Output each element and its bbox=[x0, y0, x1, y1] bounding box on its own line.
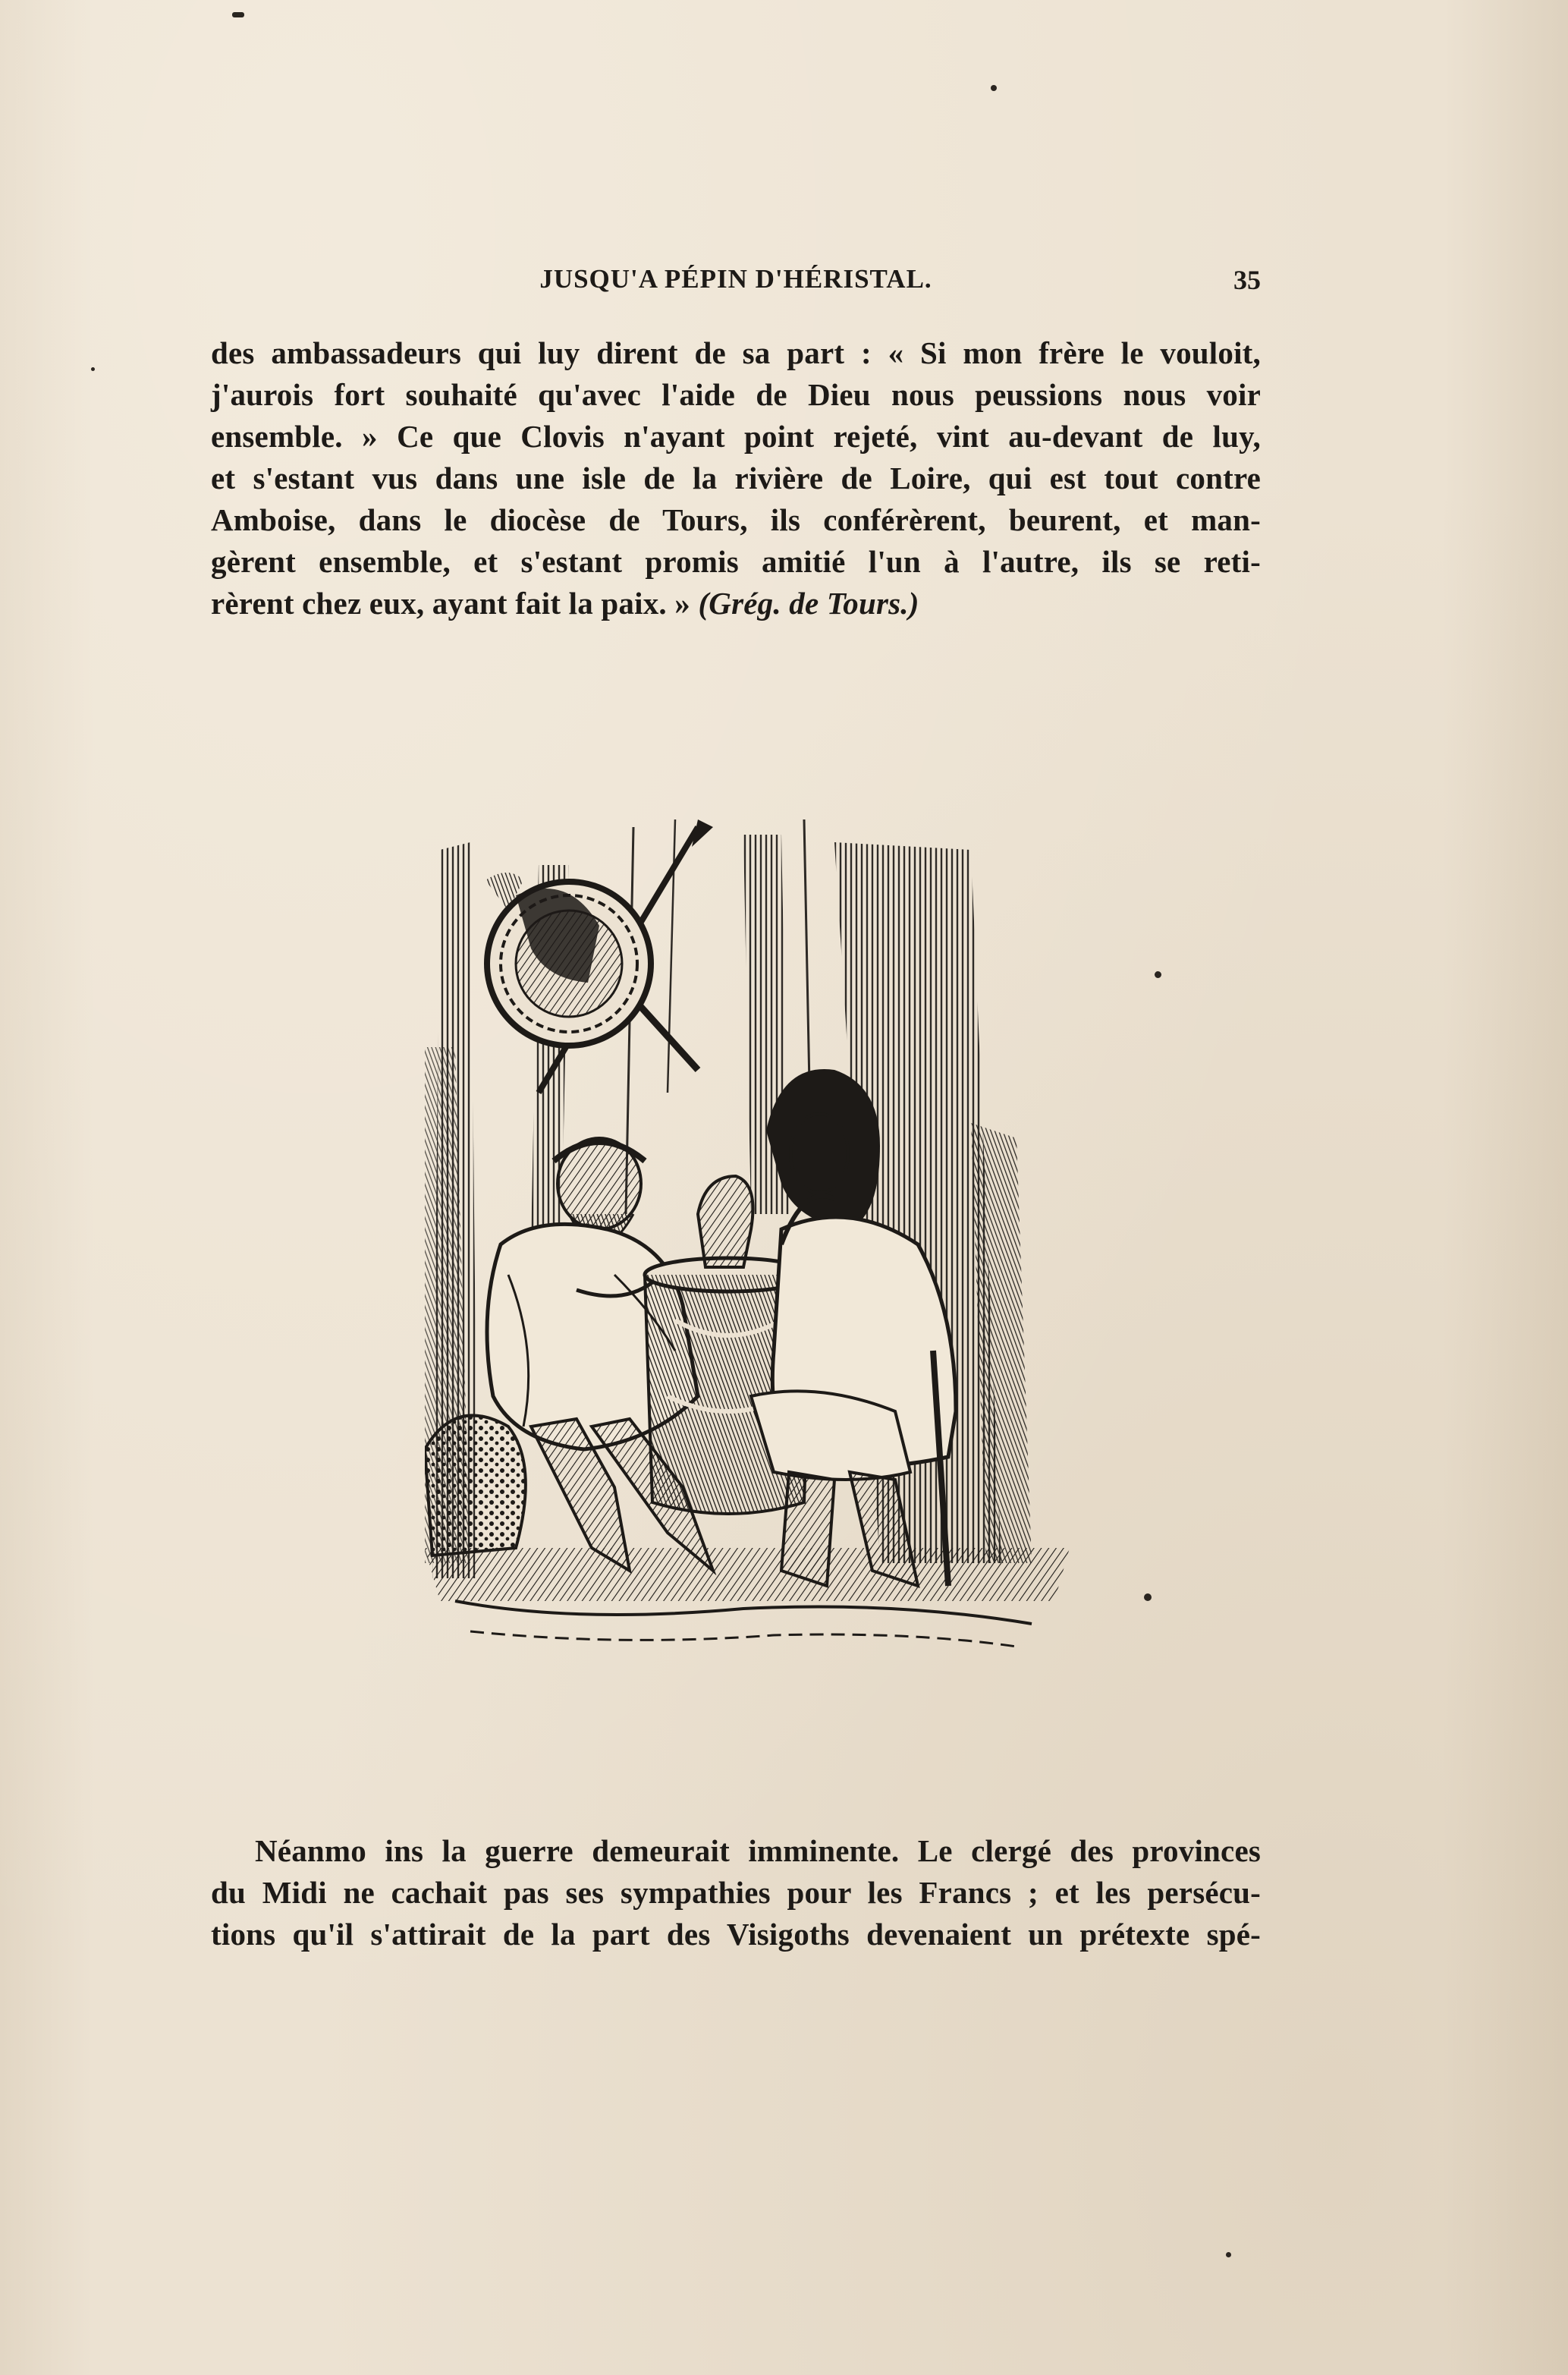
paper-speck bbox=[1144, 1593, 1152, 1601]
text-line: Amboise, dans le diocèse de Tours, ils conférèrent, beurent, et man- bbox=[211, 502, 1261, 537]
text-line: des ambassadeurs qui luy dirent de sa part : « Si mon frère le vouloit, bbox=[211, 335, 1261, 370]
running-title: JUSQU'A PÉPIN D'HÉRISTAL. bbox=[539, 264, 932, 294]
text-line: ensemble. » Ce que Clovis n'ayant point rejeté, vint au-devant de luy, bbox=[211, 419, 1261, 454]
paper-speck bbox=[232, 12, 244, 17]
text-line: j'aurois fort souhaité qu'avec l'aide de Dieu nous peussions nous voir bbox=[211, 377, 1261, 412]
page-number: 35 bbox=[1233, 265, 1261, 295]
text-line: gèrent ensemble, et s'estant promis amitié l'un à l'autre, ils se reti- bbox=[211, 544, 1261, 579]
text-line: Néanmo ins la guerre demeurait imminente. Le clergé des provinces bbox=[255, 1833, 1261, 1868]
spotted-stone bbox=[425, 1415, 526, 1556]
text-line: du Midi ne cachait pas ses sympathies pour les Francs ; et les persécu- bbox=[211, 1875, 1261, 1910]
ground-hatching bbox=[425, 1548, 1070, 1647]
paper-speck bbox=[91, 367, 95, 371]
text-line-content: rèrent chez eux, ayant fait la paix. » bbox=[211, 586, 699, 621]
running-head bbox=[211, 264, 1261, 300]
text-line: et s'estant vus dans une isle de la rivière de Loire, qui est tout contre bbox=[211, 461, 1261, 495]
paper-speck bbox=[1226, 2252, 1231, 2257]
text-line: tions qu'il s'attirait de la part des Visigoths devenaient un prétexte spé- bbox=[211, 1917, 1261, 1952]
paper-speck bbox=[991, 85, 997, 91]
engraving-svg bbox=[425, 819, 1070, 1662]
bottom-paragraph bbox=[211, 1830, 1261, 1955]
text-line-last bbox=[211, 583, 1261, 624]
citation: (Grég. de Tours.) bbox=[698, 586, 919, 621]
paper-speck bbox=[1155, 971, 1161, 978]
shield-icon bbox=[485, 819, 713, 1093]
engraving-illustration bbox=[425, 819, 1070, 1662]
top-paragraph bbox=[211, 332, 1261, 624]
